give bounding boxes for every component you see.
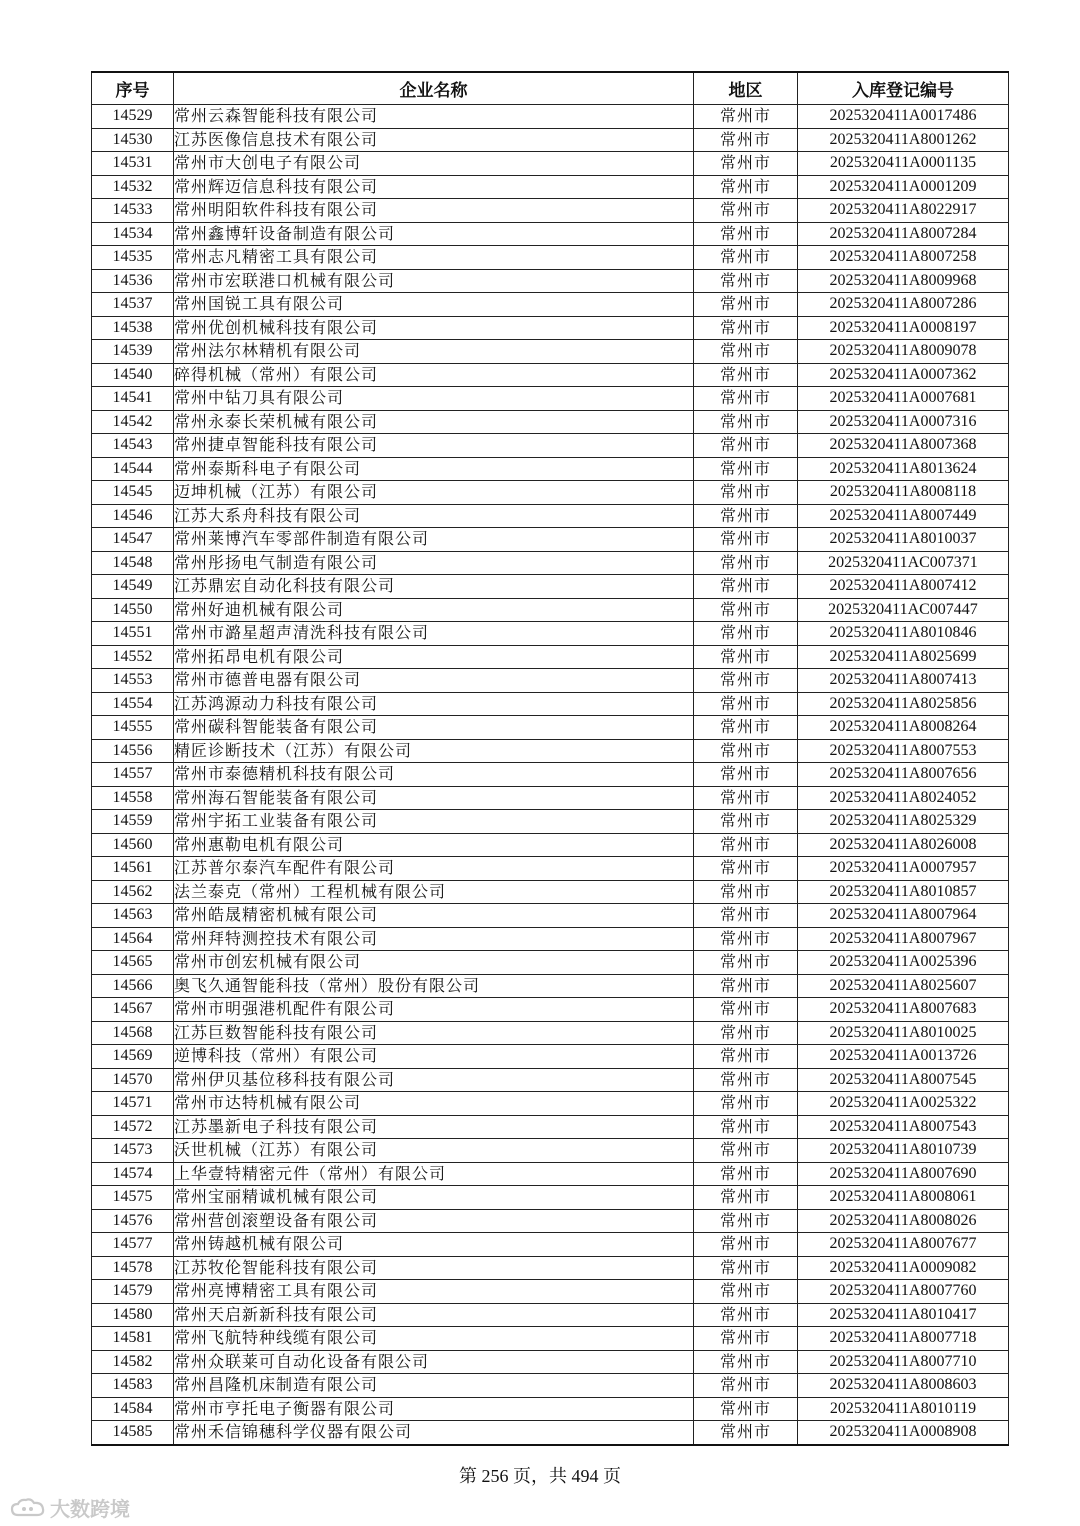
company-name: 常州泰斯科电子有限公司 — [174, 457, 694, 481]
table-row — [92, 551, 1009, 575]
region: 常州市 — [694, 1350, 798, 1374]
table-header-row — [92, 72, 1009, 105]
table-row — [92, 904, 1009, 928]
row-number: 14568 — [92, 1021, 174, 1045]
region: 常州市 — [694, 857, 798, 881]
table-row — [92, 222, 1009, 246]
table-row — [92, 622, 1009, 646]
company-name: 常州市泰德精机科技有限公司 — [174, 763, 694, 787]
registration-code: 2025320411A8010119 — [798, 1397, 1009, 1421]
company-name: 常州市潞星超声清洗科技有限公司 — [174, 622, 694, 646]
registration-code: 2025320411A8007690 — [798, 1162, 1009, 1186]
table-row — [92, 1045, 1009, 1069]
table-row — [92, 810, 1009, 834]
registration-code: 2025320411A8010417 — [798, 1303, 1009, 1327]
company-name: 常州好迪机械有限公司 — [174, 598, 694, 622]
header-code: 入库登记编号 — [798, 72, 1009, 105]
company-name: 常州莱博汽车零部件制造有限公司 — [174, 528, 694, 552]
header-no: 序号 — [92, 72, 174, 105]
registration-code: 2025320411A0001209 — [798, 175, 1009, 199]
region: 常州市 — [694, 246, 798, 270]
watermark — [10, 1493, 130, 1522]
region: 常州市 — [694, 974, 798, 998]
table-row — [92, 387, 1009, 411]
region: 常州市 — [694, 1256, 798, 1280]
row-number: 14554 — [92, 692, 174, 716]
table-row — [92, 692, 1009, 716]
row-number: 14564 — [92, 927, 174, 951]
table-row — [92, 1303, 1009, 1327]
region: 常州市 — [694, 528, 798, 552]
region: 常州市 — [694, 199, 798, 223]
region: 常州市 — [694, 340, 798, 364]
region: 常州市 — [694, 293, 798, 317]
registration-code: 2025320411A8010739 — [798, 1139, 1009, 1163]
row-number: 14574 — [92, 1162, 174, 1186]
table-row — [92, 880, 1009, 904]
table-row — [92, 1374, 1009, 1398]
row-number: 14547 — [92, 528, 174, 552]
region: 常州市 — [694, 810, 798, 834]
registration-code: 2025320411A0013726 — [798, 1045, 1009, 1069]
row-number: 14572 — [92, 1115, 174, 1139]
row-number: 14549 — [92, 575, 174, 599]
row-number: 14580 — [92, 1303, 174, 1327]
registration-code: 2025320411A8013624 — [798, 457, 1009, 481]
region: 常州市 — [694, 1327, 798, 1351]
registration-code: 2025320411A8025607 — [798, 974, 1009, 998]
row-number: 14553 — [92, 669, 174, 693]
company-name: 常州市大创电子有限公司 — [174, 152, 694, 176]
registration-code: 2025320411A8007286 — [798, 293, 1009, 317]
table-row — [92, 1209, 1009, 1233]
company-name: 常州市亨托电子衡器有限公司 — [174, 1397, 694, 1421]
row-number: 14557 — [92, 763, 174, 787]
company-name: 常州鑫博轩设备制造有限公司 — [174, 222, 694, 246]
table-row — [92, 1139, 1009, 1163]
company-name: 江苏鸿源动力科技有限公司 — [174, 692, 694, 716]
table-body — [92, 105, 1009, 1445]
company-name: 碎得机械（常州）有限公司 — [174, 363, 694, 387]
table-row — [92, 128, 1009, 152]
registration-code: 2025320411A8007543 — [798, 1115, 1009, 1139]
row-number: 14571 — [92, 1092, 174, 1116]
table-row — [92, 669, 1009, 693]
region: 常州市 — [694, 786, 798, 810]
company-name: 常州志凡精密工具有限公司 — [174, 246, 694, 270]
row-number: 14570 — [92, 1068, 174, 1092]
row-number: 14576 — [92, 1209, 174, 1233]
row-number: 14578 — [92, 1256, 174, 1280]
registration-code: 2025320411A0008908 — [798, 1421, 1009, 1445]
row-number: 14537 — [92, 293, 174, 317]
registration-code: 2025320411A8007413 — [798, 669, 1009, 693]
row-number: 14546 — [92, 504, 174, 528]
company-name: 江苏鼎宏自动化科技有限公司 — [174, 575, 694, 599]
registration-code: 2025320411A0025322 — [798, 1092, 1009, 1116]
region: 常州市 — [694, 833, 798, 857]
enterprise-table — [91, 71, 1009, 1446]
region: 常州市 — [694, 880, 798, 904]
registration-code: 2025320411A8008264 — [798, 716, 1009, 740]
region: 常州市 — [694, 692, 798, 716]
header-region: 地区 — [694, 72, 798, 105]
table-row — [92, 1021, 1009, 1045]
table-row — [92, 786, 1009, 810]
registration-code: 2025320411A8010025 — [798, 1021, 1009, 1045]
region: 常州市 — [694, 1162, 798, 1186]
region: 常州市 — [694, 363, 798, 387]
table-row — [92, 833, 1009, 857]
region: 常州市 — [694, 387, 798, 411]
registration-code: 2025320411A8007656 — [798, 763, 1009, 787]
company-name: 常州惠勒电机有限公司 — [174, 833, 694, 857]
company-name: 常州昌隆机床制造有限公司 — [174, 1374, 694, 1398]
table-row — [92, 528, 1009, 552]
region: 常州市 — [694, 763, 798, 787]
row-number: 14545 — [92, 481, 174, 505]
company-name: 常州营创滚塑设备有限公司 — [174, 1209, 694, 1233]
region: 常州市 — [694, 504, 798, 528]
row-number: 14530 — [92, 128, 174, 152]
row-number: 14565 — [92, 951, 174, 975]
region: 常州市 — [694, 1303, 798, 1327]
region: 常州市 — [694, 1045, 798, 1069]
registration-code: 2025320411A8024052 — [798, 786, 1009, 810]
registration-code: 2025320411A8025856 — [798, 692, 1009, 716]
row-number: 14555 — [92, 716, 174, 740]
row-number: 14577 — [92, 1233, 174, 1257]
region: 常州市 — [694, 1233, 798, 1257]
registration-code: 2025320411AC007371 — [798, 551, 1009, 575]
table-row — [92, 1397, 1009, 1421]
registration-code: 2025320411A8007683 — [798, 998, 1009, 1022]
company-name: 常州中钻刀具有限公司 — [174, 387, 694, 411]
company-name: 常州彤扬电气制造有限公司 — [174, 551, 694, 575]
region: 常州市 — [694, 1374, 798, 1398]
row-number: 14584 — [92, 1397, 174, 1421]
registration-code: 2025320411A8007760 — [798, 1280, 1009, 1304]
row-number: 14582 — [92, 1350, 174, 1374]
row-number: 14563 — [92, 904, 174, 928]
row-number: 14532 — [92, 175, 174, 199]
company-name: 常州拓昂电机有限公司 — [174, 645, 694, 669]
table-row — [92, 504, 1009, 528]
registration-code: 2025320411A8007545 — [798, 1068, 1009, 1092]
table-row — [92, 1350, 1009, 1374]
company-name: 常州辉迈信息科技有限公司 — [174, 175, 694, 199]
registration-code: 2025320411AC007447 — [798, 598, 1009, 622]
registration-code: 2025320411A8025329 — [798, 810, 1009, 834]
company-name: 常州捷卓智能科技有限公司 — [174, 434, 694, 458]
region: 常州市 — [694, 175, 798, 199]
company-name: 常州铸越机械有限公司 — [174, 1233, 694, 1257]
company-name: 常州市宏联港口机械有限公司 — [174, 269, 694, 293]
registration-code: 2025320411A0009082 — [798, 1256, 1009, 1280]
company-name: 精匠诊断技术（江苏）有限公司 — [174, 739, 694, 763]
region: 常州市 — [694, 1186, 798, 1210]
company-name: 常州市明强港机配件有限公司 — [174, 998, 694, 1022]
company-name: 江苏大系舟科技有限公司 — [174, 504, 694, 528]
row-number: 14550 — [92, 598, 174, 622]
table-row — [92, 246, 1009, 270]
table-row — [92, 316, 1009, 340]
page-number: 第 256 页，共 494 页 — [459, 1466, 621, 1486]
registration-code: 2025320411A8025699 — [798, 645, 1009, 669]
row-number: 14579 — [92, 1280, 174, 1304]
company-name: 奥飞久通智能科技（常州）股份有限公司 — [174, 974, 694, 998]
company-name: 常州永泰长荣机械有限公司 — [174, 410, 694, 434]
table-row — [92, 152, 1009, 176]
region: 常州市 — [694, 1115, 798, 1139]
company-name: 常州云森智能科技有限公司 — [174, 105, 694, 129]
company-name: 常州优创机械科技有限公司 — [174, 316, 694, 340]
registration-code: 2025320411A8008061 — [798, 1186, 1009, 1210]
table-row — [92, 1280, 1009, 1304]
registration-code: 2025320411A8007258 — [798, 246, 1009, 270]
registration-code: 2025320411A0025396 — [798, 951, 1009, 975]
region: 常州市 — [694, 1421, 798, 1445]
row-number: 14542 — [92, 410, 174, 434]
region: 常州市 — [694, 669, 798, 693]
table-row — [92, 1068, 1009, 1092]
company-name: 常州碳科智能装备有限公司 — [174, 716, 694, 740]
row-number: 14540 — [92, 363, 174, 387]
company-name: 常州明阳软件科技有限公司 — [174, 199, 694, 223]
region: 常州市 — [694, 222, 798, 246]
region: 常州市 — [694, 998, 798, 1022]
row-number: 14529 — [92, 105, 174, 129]
row-number: 14548 — [92, 551, 174, 575]
region: 常州市 — [694, 410, 798, 434]
table-row — [92, 598, 1009, 622]
region: 常州市 — [694, 551, 798, 575]
registration-code: 2025320411A8007368 — [798, 434, 1009, 458]
table-row — [92, 1421, 1009, 1445]
registration-code: 2025320411A8026008 — [798, 833, 1009, 857]
row-number: 14561 — [92, 857, 174, 881]
company-name: 常州皓晟精密机械有限公司 — [174, 904, 694, 928]
region: 常州市 — [694, 152, 798, 176]
table-row — [92, 1327, 1009, 1351]
registration-code: 2025320411A8008603 — [798, 1374, 1009, 1398]
region: 常州市 — [694, 128, 798, 152]
table-row — [92, 575, 1009, 599]
table-row — [92, 269, 1009, 293]
row-number: 14562 — [92, 880, 174, 904]
table-row — [92, 363, 1009, 387]
registration-code: 2025320411A8007553 — [798, 739, 1009, 763]
registration-code: 2025320411A8008026 — [798, 1209, 1009, 1233]
row-number: 14583 — [92, 1374, 174, 1398]
registration-code: 2025320411A8007677 — [798, 1233, 1009, 1257]
row-number: 14533 — [92, 199, 174, 223]
company-name: 江苏巨数智能科技有限公司 — [174, 1021, 694, 1045]
registration-code: 2025320411A0008197 — [798, 316, 1009, 340]
registration-code: 2025320411A8007718 — [798, 1327, 1009, 1351]
registration-code: 2025320411A8007964 — [798, 904, 1009, 928]
cloud-logo-icon — [10, 1497, 46, 1519]
registration-code: 2025320411A8009968 — [798, 269, 1009, 293]
region: 常州市 — [694, 105, 798, 129]
table-row — [92, 457, 1009, 481]
company-name: 常州国锐工具有限公司 — [174, 293, 694, 317]
region: 常州市 — [694, 575, 798, 599]
company-name: 常州拜特测控技术有限公司 — [174, 927, 694, 951]
row-number: 14559 — [92, 810, 174, 834]
table-row — [92, 481, 1009, 505]
company-name: 常州飞航特种线缆有限公司 — [174, 1327, 694, 1351]
company-name: 常州亮博精密工具有限公司 — [174, 1280, 694, 1304]
registration-code: 2025320411A8010037 — [798, 528, 1009, 552]
row-number: 14560 — [92, 833, 174, 857]
registration-code: 2025320411A0007362 — [798, 363, 1009, 387]
region: 常州市 — [694, 739, 798, 763]
table-row — [92, 1186, 1009, 1210]
company-name: 法兰泰克（常州）工程机械有限公司 — [174, 880, 694, 904]
registration-code: 2025320411A8001262 — [798, 128, 1009, 152]
region: 常州市 — [694, 1280, 798, 1304]
region: 常州市 — [694, 457, 798, 481]
table-row — [92, 1256, 1009, 1280]
company-name: 常州宝丽精诚机械有限公司 — [174, 1186, 694, 1210]
region: 常州市 — [694, 434, 798, 458]
region: 常州市 — [694, 645, 798, 669]
company-name: 常州宇拓工业装备有限公司 — [174, 810, 694, 834]
region: 常州市 — [694, 481, 798, 505]
row-number: 14552 — [92, 645, 174, 669]
registration-code: 2025320411A8007967 — [798, 927, 1009, 951]
row-number: 14536 — [92, 269, 174, 293]
registration-code: 2025320411A8010846 — [798, 622, 1009, 646]
region: 常州市 — [694, 598, 798, 622]
table-row — [92, 434, 1009, 458]
row-number: 14585 — [92, 1421, 174, 1445]
table-row — [92, 927, 1009, 951]
table-row — [92, 716, 1009, 740]
row-number: 14581 — [92, 1327, 174, 1351]
row-number: 14539 — [92, 340, 174, 364]
company-name: 江苏墨新电子科技有限公司 — [174, 1115, 694, 1139]
registration-code: 2025320411A8007710 — [798, 1350, 1009, 1374]
table-row — [92, 340, 1009, 364]
table-row — [92, 1115, 1009, 1139]
company-name: 常州伊贝基位移科技有限公司 — [174, 1068, 694, 1092]
row-number: 14566 — [92, 974, 174, 998]
table-row — [92, 739, 1009, 763]
registration-code: 2025320411A0007681 — [798, 387, 1009, 411]
registration-code: 2025320411A0017486 — [798, 105, 1009, 129]
table-row — [92, 974, 1009, 998]
row-number: 14575 — [92, 1186, 174, 1210]
region: 常州市 — [694, 1068, 798, 1092]
registration-code: 2025320411A8022917 — [798, 199, 1009, 223]
table-row — [92, 105, 1009, 129]
table-row — [92, 1092, 1009, 1116]
region: 常州市 — [694, 269, 798, 293]
table-row — [92, 1162, 1009, 1186]
company-name: 常州市达特机械有限公司 — [174, 1092, 694, 1116]
table-row — [92, 1233, 1009, 1257]
company-name: 江苏医像信息技术有限公司 — [174, 128, 694, 152]
company-name: 常州海石智能装备有限公司 — [174, 786, 694, 810]
row-number: 14535 — [92, 246, 174, 270]
row-number: 14543 — [92, 434, 174, 458]
region: 常州市 — [694, 1139, 798, 1163]
row-number: 14544 — [92, 457, 174, 481]
company-name: 江苏普尔泰汽车配件有限公司 — [174, 857, 694, 881]
company-name: 常州禾信锦穗科学仪器有限公司 — [174, 1421, 694, 1445]
region: 常州市 — [694, 1209, 798, 1233]
row-number: 14573 — [92, 1139, 174, 1163]
company-name: 常州法尔林精机有限公司 — [174, 340, 694, 364]
row-number: 14569 — [92, 1045, 174, 1069]
company-name: 逆博科技（常州）有限公司 — [174, 1045, 694, 1069]
region: 常州市 — [694, 904, 798, 928]
table-row — [92, 763, 1009, 787]
row-number: 14556 — [92, 739, 174, 763]
row-number: 14567 — [92, 998, 174, 1022]
region: 常州市 — [694, 1397, 798, 1421]
row-number: 14551 — [92, 622, 174, 646]
region: 常州市 — [694, 1092, 798, 1116]
registration-code: 2025320411A8007412 — [798, 575, 1009, 599]
table-row — [92, 645, 1009, 669]
region: 常州市 — [694, 622, 798, 646]
registration-code: 2025320411A8009078 — [798, 340, 1009, 364]
registration-code: 2025320411A8007449 — [798, 504, 1009, 528]
table-row — [92, 857, 1009, 881]
registration-code: 2025320411A0007957 — [798, 857, 1009, 881]
region: 常州市 — [694, 927, 798, 951]
company-name: 上华壹特精密元件（常州）有限公司 — [174, 1162, 694, 1186]
registration-code: 2025320411A8010857 — [798, 880, 1009, 904]
company-name: 沃世机械（江苏）有限公司 — [174, 1139, 694, 1163]
registration-code: 2025320411A8007284 — [798, 222, 1009, 246]
watermark-text: 大数跨境 — [50, 1497, 130, 1521]
registration-code: 2025320411A0007316 — [798, 410, 1009, 434]
region: 常州市 — [694, 716, 798, 740]
header-name: 企业名称 — [174, 72, 694, 105]
registration-code: 2025320411A8008118 — [798, 481, 1009, 505]
table-row — [92, 998, 1009, 1022]
region: 常州市 — [694, 1021, 798, 1045]
table-row — [92, 199, 1009, 223]
region: 常州市 — [694, 951, 798, 975]
region: 常州市 — [694, 316, 798, 340]
table-row — [92, 410, 1009, 434]
company-name: 常州天启新新科技有限公司 — [174, 1303, 694, 1327]
registration-code: 2025320411A0001135 — [798, 152, 1009, 176]
company-name: 迈坤机械（江苏）有限公司 — [174, 481, 694, 505]
company-name: 常州众联莱可自动化设备有限公司 — [174, 1350, 694, 1374]
company-name: 常州市德普电器有限公司 — [174, 669, 694, 693]
row-number: 14534 — [92, 222, 174, 246]
table-row — [92, 951, 1009, 975]
row-number: 14541 — [92, 387, 174, 411]
company-name: 常州市创宏机械有限公司 — [174, 951, 694, 975]
table-row — [92, 293, 1009, 317]
company-name: 江苏牧伦智能科技有限公司 — [174, 1256, 694, 1280]
row-number: 14538 — [92, 316, 174, 340]
table-row — [92, 175, 1009, 199]
row-number: 14531 — [92, 152, 174, 176]
row-number: 14558 — [92, 786, 174, 810]
